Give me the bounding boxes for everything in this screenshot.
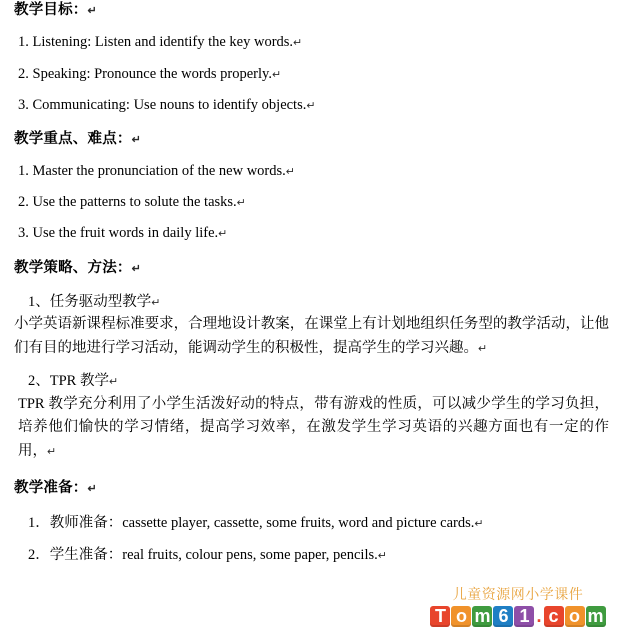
logo-char: 6 [493, 606, 513, 627]
pilcrow-mark: ↵ [377, 550, 387, 563]
pilcrow-mark: ↵ [293, 37, 303, 50]
pilcrow-mark: ↵ [271, 68, 282, 81]
section-heading-teaching-preparation: 教学准备：↵ [14, 480, 97, 497]
watermark [419, 584, 617, 627]
list-item: 1. Master the pronunciation of the new words.↵ [18, 163, 296, 180]
pilcrow-mark: ↵ [47, 445, 57, 458]
section-heading-key-difficult-points: 教学重点、难点：↵ [14, 130, 142, 147]
pilcrow-mark: ↵ [151, 296, 161, 309]
logo-char: T [430, 606, 450, 627]
watermark-logo-icon [419, 606, 617, 627]
document-page [0, 2, 623, 629]
list-item: 2、TPR 教学↵ [28, 373, 119, 390]
list-item: 1．教师准备：cassette player, cassette, some fruits, word and picture cards.↵ [28, 514, 484, 531]
logo-dot: . [536, 606, 542, 626]
pilcrow-mark: ↵ [108, 376, 119, 389]
logo-char: o [451, 606, 471, 627]
pilcrow-mark: ↵ [131, 133, 142, 146]
logo-char: m [474, 606, 491, 626]
list-item: 1. Listening: Listen and identify the key words.↵ [18, 34, 303, 51]
logo-char: 1 [514, 606, 534, 627]
section-heading-teaching-strategies: 教学策略、方法：↵ [14, 259, 142, 276]
pilcrow-mark: ↵ [236, 197, 246, 210]
list-item: 2. Use the patterns to solute the tasks.↵ [18, 194, 246, 211]
pilcrow-mark: ↵ [131, 262, 142, 275]
paragraph: 小学英语新课程标准要求，合理地设计教案，在课堂上有计划地组织任务型的教学活动，让他们有目的地进行学习活动，能调动学生的积极性，提高学生的学习兴趣。↵ [14, 316, 609, 356]
paragraph: TPR 教学充分利用了小学生活泼好动的特点，带有游戏的性质，可以减少学生的学习负担，培养他们愉快的学习情绪，提高学习效率，在激发学生学习英语的兴趣方面也有一定的作用，↵ [18, 395, 609, 459]
list-item: 2．学生准备：real fruits, colour pens, some paper, pencils.↵ [28, 547, 387, 564]
watermark-text: 儿童资源网小学课件 [452, 586, 584, 602]
logo-char: o [565, 606, 585, 627]
list-item: 3. Use the fruit words in daily life.↵ [18, 225, 228, 242]
list-item: 2. Speaking: Pronounce the words properly.↵ [18, 65, 282, 82]
section-heading-teaching-objectives: 教学目标：↵ [14, 2, 97, 18]
pilcrow-mark: ↵ [474, 517, 484, 530]
logo-char: c [544, 606, 564, 627]
list-item: 3. Communicating: Use nouns to identify objects.↵ [18, 96, 316, 113]
pilcrow-mark: ↵ [87, 483, 97, 496]
logo-char: m [587, 606, 604, 626]
pilcrow-mark: ↵ [306, 99, 316, 112]
list-item: 1、任务驱动型教学↵ [28, 293, 161, 310]
pilcrow-mark: ↵ [218, 228, 228, 241]
pilcrow-mark: ↵ [87, 5, 97, 17]
pilcrow-mark: ↵ [478, 342, 488, 355]
pilcrow-mark: ↵ [285, 166, 296, 179]
